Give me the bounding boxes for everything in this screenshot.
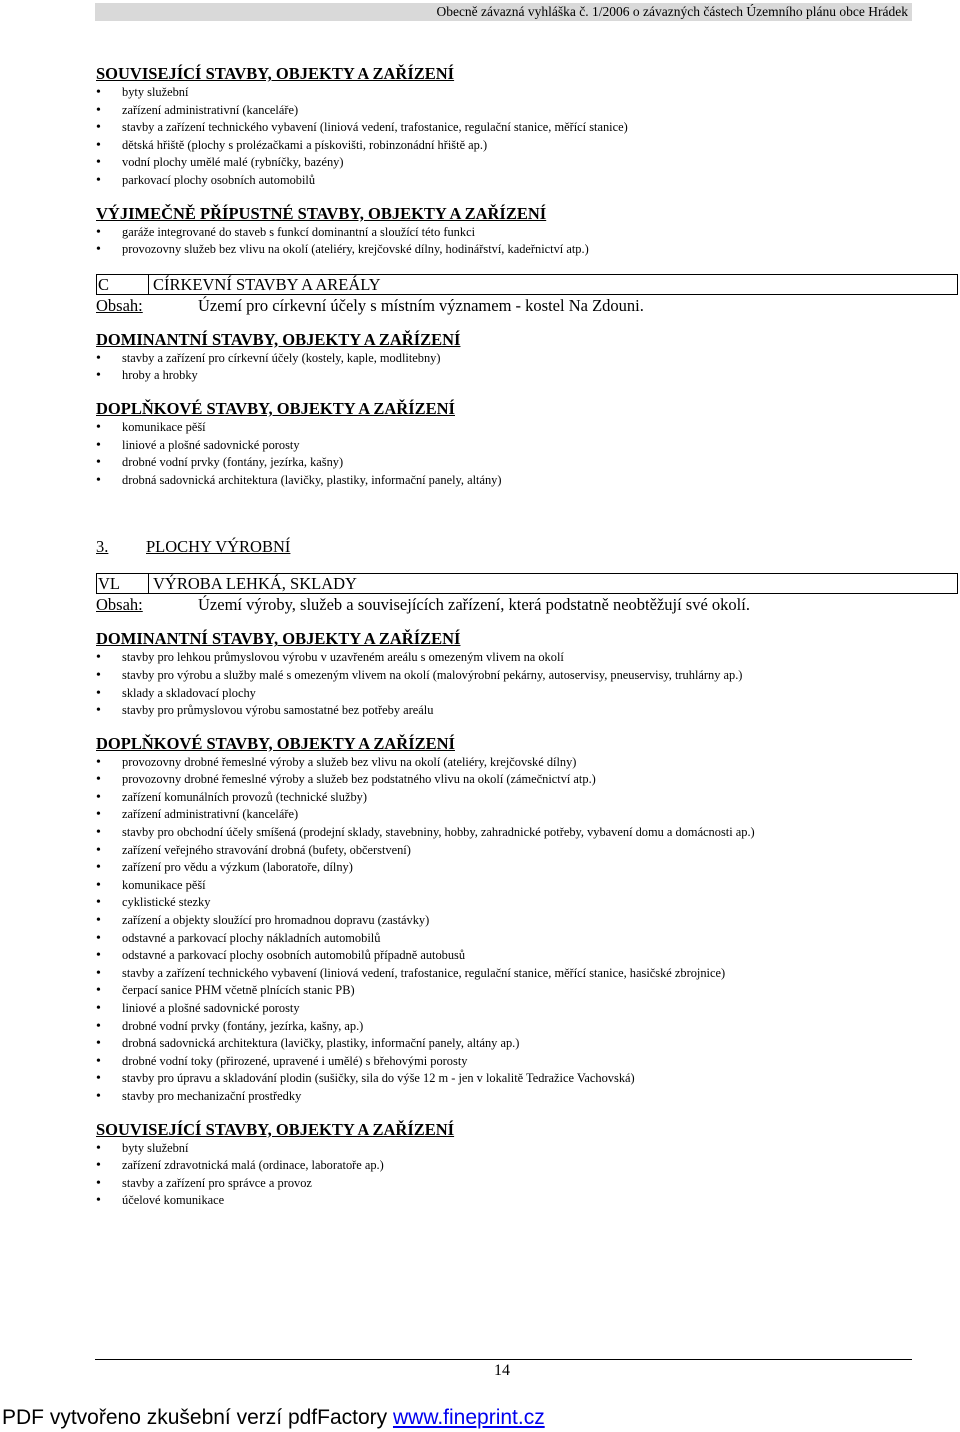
page-number: 14 [494, 1362, 510, 1379]
list-item: • stavby pro úpravu a skladování plodin (sušičky, sila do výše 12 m - jen v lokalitě Tedražice Vachovská) [96, 1070, 956, 1088]
list-item: • stavby pro průmyslovou výrobu samostatné bez potřeby areálu [96, 702, 956, 720]
section-heading: DOPLŇKOVÉ STAVBY, OBJEKTY A ZAŘÍZENÍ [96, 733, 455, 753]
section-heading: DOMINANTNÍ STAVBY, OBJEKTY A ZAŘÍZENÍ [96, 629, 461, 649]
list-item: • čerpací sanice PHM včetně plnících stanic PB) [96, 982, 956, 1000]
list-item: • odstavné a parkovací plochy nákladních automobilů [96, 930, 956, 948]
page-content [96, 64, 956, 1210]
list-item: • drobná sadovnická architektura (lavičky, plastiky, informační panely, altány ap.) [96, 1035, 956, 1053]
item-list [96, 350, 956, 385]
fineprint-link[interactable]: www.fineprint.cz [392, 1406, 545, 1429]
zone-code: VL [97, 574, 149, 593]
item-list [96, 84, 956, 190]
list-item: • drobná sadovnická architektura (lavičky, plastiky, informační panely, altány) [96, 472, 956, 490]
list-item: • parkovací plochy osobních automobilů [96, 172, 956, 190]
list-item: • cyklistické stezky [96, 894, 956, 912]
list-item: • liniové a plošné sadovnické porosty [96, 437, 956, 455]
item-list [96, 754, 956, 1106]
zone-title: VÝROBA LEHKÁ, SKLADY [153, 574, 357, 594]
list-item: • provozovny služeb bez vlivu na okolí (ateliéry, krejčovské dílny, hodinářství, kadeřnictví atp.) [96, 241, 956, 259]
list-item: • sklady a skladovací plochy [96, 685, 956, 703]
zone-title: CÍRKEVNÍ STAVBY A AREÁLY [153, 274, 381, 294]
list-item: • zařízení zdravotnická malá (ordinace, laboratoře ap.) [96, 1157, 956, 1175]
obsah-text: Území výroby, služeb a souvisejících zařízení, která podstatně neobtěžují své okolí. [198, 595, 750, 615]
pdf-footer [2, 1406, 545, 1430]
list-item: • stavby a zařízení technického vybavení (liniová vedení, trafostanice, regulační stanice, měřící stanice, hasičské zbrojnice) [96, 965, 956, 983]
item-list [96, 419, 956, 489]
section-heading: DOPLŇKOVÉ STAVBY, OBJEKTY A ZAŘÍZENÍ [96, 398, 455, 418]
chapter-heading [96, 537, 956, 557]
list-item: • zařízení komunálních provozů (technické služby) [96, 789, 956, 807]
list-item: • byty služební [96, 1140, 956, 1158]
list-item: • odstavné a parkovací plochy osobních automobilů případně autobusů [96, 947, 956, 965]
list-item: • drobné vodní prvky (fontány, jezírka, kašny, ap.) [96, 1018, 956, 1036]
list-item: • hroby a hrobky [96, 367, 956, 385]
footer-rule [95, 1359, 912, 1360]
obsah-text: Území pro církevní účely s místním významem - kostel Na Zdouni. [198, 295, 644, 315]
list-item: • stavby pro obchodní účely smíšená (prodejní sklady, stavebniny, hobby, zahradnické potřeby, vybavení domu a domácnosti ap.) [96, 824, 956, 842]
list-item: • komunikace pěší [96, 419, 956, 437]
list-item: • dětská hřiště (plochy s prolézačkami a pískovišti, robinzonádní hřiště ap.) [96, 137, 956, 155]
list-item: • stavby a zařízení pro církevní účely (kostely, kaple, modlitebny) [96, 350, 956, 368]
list-item: • stavby pro mechanizační prostředky [96, 1088, 956, 1106]
chapter-number: 3. [96, 537, 109, 557]
section-heading: SOUVISEJÍCÍ STAVBY, OBJEKTY A ZAŘÍZENÍ [96, 64, 455, 83]
list-item: • stavby pro lehkou průmyslovou výrobu v uzavřeném areálu s omezeným vlivem na okolí [96, 649, 956, 667]
zone-box [96, 573, 958, 594]
list-item: • účelové komunikace [96, 1192, 956, 1210]
list-item: • zařízení administrativní (kanceláře) [96, 806, 956, 824]
obsah-label: Obsah: [96, 295, 143, 315]
item-list [96, 224, 956, 259]
list-item: • zařízení pro vědu a výzkum (laboratoře, dílny) [96, 859, 956, 877]
list-item: • vodní plochy umělé malé (rybníčky, bazény) [96, 154, 956, 172]
running-header: Obecně závazná vyhláška č. 1/2006 o závazných částech Územního plánu obce Hrádek [95, 3, 912, 21]
zone-content [96, 595, 956, 615]
list-item: • zařízení administrativní (kanceláře) [96, 102, 956, 120]
list-item: • byty služební [96, 84, 956, 102]
item-list [96, 649, 956, 719]
list-item: • komunikace pěší [96, 877, 956, 895]
list-item: • drobné vodní toky (přirozené, upravené i umělé) s břehovými porosty [96, 1053, 956, 1071]
list-item: • provozovny drobné řemeslné výroby a služeb bez podstatného vlivu na okolí (zámečnictví atp.) [96, 771, 956, 789]
list-item: • liniové a plošné sadovnické porosty [96, 1000, 956, 1018]
list-item: • stavby pro výrobu a služby malé s omezeným vlivem na okolí (malovýrobní pekárny, autoservisy, pneuservisy, truhlárny ap.) [96, 667, 956, 685]
obsah-label: Obsah: [96, 595, 143, 615]
zone-box [96, 274, 958, 295]
zone-code: C [97, 275, 149, 294]
section-heading: VÝJIMEČNĚ PŘÍPUSTNÉ STAVBY, OBJEKTY A ZAŘÍZENÍ [96, 203, 547, 223]
list-item: • zařízení a objekty sloužící pro hromadnou dopravu (zastávky) [96, 912, 956, 930]
list-item: • zařízení veřejného stravování drobná (bufety, občerstvení) [96, 842, 956, 860]
section-heading: DOMINANTNÍ STAVBY, OBJEKTY A ZAŘÍZENÍ [96, 329, 461, 349]
pdf-footer-text: PDF vytvořeno zkušební verzí pdfFactory [2, 1406, 393, 1429]
zone-content [96, 296, 956, 316]
list-item: • drobné vodní prvky (fontány, jezírka, kašny) [96, 454, 956, 472]
section-heading: SOUVISEJÍCÍ STAVBY, OBJEKTY A ZAŘÍZENÍ [96, 1119, 455, 1139]
list-item: • garáže integrované do staveb s funkcí dominantní a sloužící této funkci [96, 224, 956, 242]
item-list [96, 1140, 956, 1210]
list-item: • stavby a zařízení pro správce a provoz [96, 1175, 956, 1193]
chapter-title: PLOCHY VÝROBNÍ [146, 537, 291, 557]
list-item: • stavby a zařízení technického vybavení (liniová vedení, trafostanice, regulační stanice, měřící stanice) [96, 119, 956, 137]
list-item: • provozovny drobné řemeslné výroby a služeb bez vlivu na okolí (ateliéry, krejčovské dílny) [96, 754, 956, 772]
